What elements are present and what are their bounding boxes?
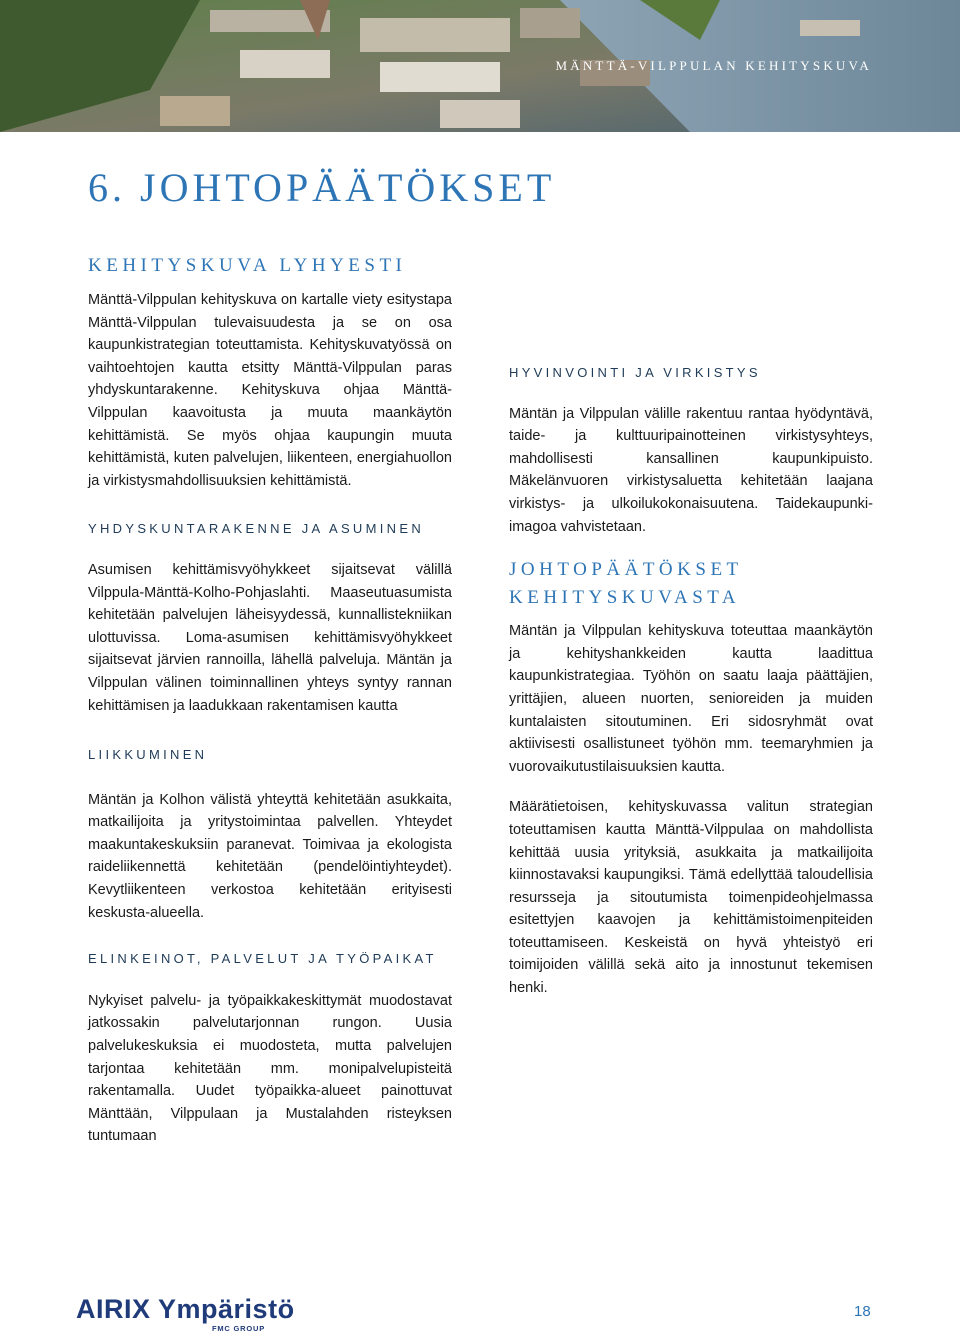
- heading-johtopaatokset-kehityskuvasta: JOHTOPÄÄTÖKSET KEHITYSKUVASTA: [509, 559, 743, 609]
- paragraph-kehityskuva: Mänttä-Vilppulan kehityskuva on kartalle viety esitystapa Mänttä-Vilppulan tulevaisuudesta ja se on osa kaupunkistrategian toteuttamista. Kehityskuvatyössä on vaihtoehtojen kautta etsitty Mänttä-Vilppulan paras yhdyskuntarakenne. Kehityskuva ohjaa Mänttä-Vilppulan kaavoitusta ja muuta maankäytön kehittämistä. Se myös ohjaa kaupungin muuta kehittämistä, kuten palvelujen, liikenteen, energiahuollon ja virkistysmahdollisuuksien kehittämistä.: [88, 292, 452, 489]
- paragraph-elinkeinot: Nykyiset palvelu- ja työpaikkakeskittymät muodostavat jatkossakin palvelutarjonnan rungon. Uusia palvelukeskuksia ei muodosteta, mutta palvelujen tarjontaa kehitetään mm. monipalvelupisteitä rakentamalla. Uudet työpaikka-alueet painottuvat Mänttään, Vilppulaan ja Mustalahden risteyksen tuntumaan: [88, 992, 452, 1145]
- right-column: [509, 252, 873, 1000]
- heading-elinkeinot: ELINKEINOT, PALVELUT JA TYÖPAIKAT: [88, 951, 437, 967]
- paragraph-asuminen: Asumisen kehittämisvyöhykkeet sijaitsevat välillä Vilppula-Mänttä-Kolho-Pohjaslahti. Maaseutuasumista kehitetään palvelujen läheisyydessä, kunnallistekniikan ulottuvissa. Loma-asumisen kehittämisvyöhykkeet sijaitsevat järvien rannoilla, lähellä palveluja. Mäntän ja Vilppulan välinen toiminnallinen yhteys syntyy rannan kehittämisen ja laadukkaan rakentamisen kautta: [88, 561, 452, 714]
- airix-logo: [76, 1294, 295, 1333]
- page-number: 18: [854, 1303, 871, 1320]
- header-title: MÄNTTÄ-VILPPULAN KEHITYSKUVA: [555, 58, 872, 73]
- heading-hyvinvointi: HYVINVOINTI JA VIRKISTYS: [509, 365, 761, 380]
- left-column: [88, 252, 452, 1148]
- page-title: 6. JOHTOPÄÄTÖKSET: [88, 165, 556, 210]
- paragraph-strategia-toteutus: Määrätietoisen, kehityskuvassa valitun strategian toteuttamisen kautta Mänttä-Vilppulaa on mahdollista kehittää uusia yrityksiä, asukkaita ja matkailijoita kiinnostavaksi kaupungiksi. Tämä edellyttää taloudellisia resursseja ja sitoutumista toimenpideohjelmassa esitettyjen kaavojen ja kehittämistoimenpiteiden toteuttamiseen. Keskeistä on hyvä yhteistyö eri toimijoiden välillä sekä aito ja innostunut tekemisen henki.: [509, 799, 873, 997]
- heading-liikkuminen: LIIKKUMINEN: [88, 747, 208, 763]
- heading-yhdyskuntarakenne: YHDYSKUNTARAKENNE JA ASUMINEN: [88, 521, 425, 537]
- paragraph-hyvinvointi: Mäntän ja Vilppulan välille rakentuu rantaa hyödyntävä, taide- ja kulttuuripainotteinen virkistysyhteys, mahdollisesti kansallinen kaupunkipuisto. Mäkelänvuoren virkistysaluetta kehitetään laajana virkistys- ja ulkoilukokonaisuutena. Taidekaupunki-imagoa vahvistetaan.: [509, 405, 873, 535]
- logo-subtitle: FMC GROUP: [212, 1324, 266, 1333]
- logo-wordmark: AIRIX Ympäristö: [76, 1294, 295, 1324]
- heading-kehityskuva-lyhyesti: KEHITYSKUVA LYHYESTI: [88, 255, 407, 276]
- paragraph-kehityskuva-strategia: Mäntän ja Vilppulan kehityskuva toteuttaa maankäytön ja kehityshankkeiden kautta laadittua kaupunkistrategiaa. Työhön on saatu laaja päättäjien, yrittäjien, alueen nuorten, senioreiden ja muiden kuntalaisten sitoutuminen. Eri sidosryhmät ovat aktiivisesti osallistuneet työhön mm. teemaryhmien ja vuorovaikutustilaisuuksien kautta.: [509, 623, 873, 775]
- paragraph-liikkuminen: Mäntän ja Kolhon välistä yhteyttä kehitetään asukkaita, matkailijoita ja yritystoimintaa palvellen. Yhteydet maakuntakeskuksiin paranevat. Toimivaa ja ekologista raideliikennettä kehitetään (pendelöintiyhteydet). Kevytliikenteen verkostoa kehitetään erityisesti keskusta-alueella.: [88, 791, 452, 921]
